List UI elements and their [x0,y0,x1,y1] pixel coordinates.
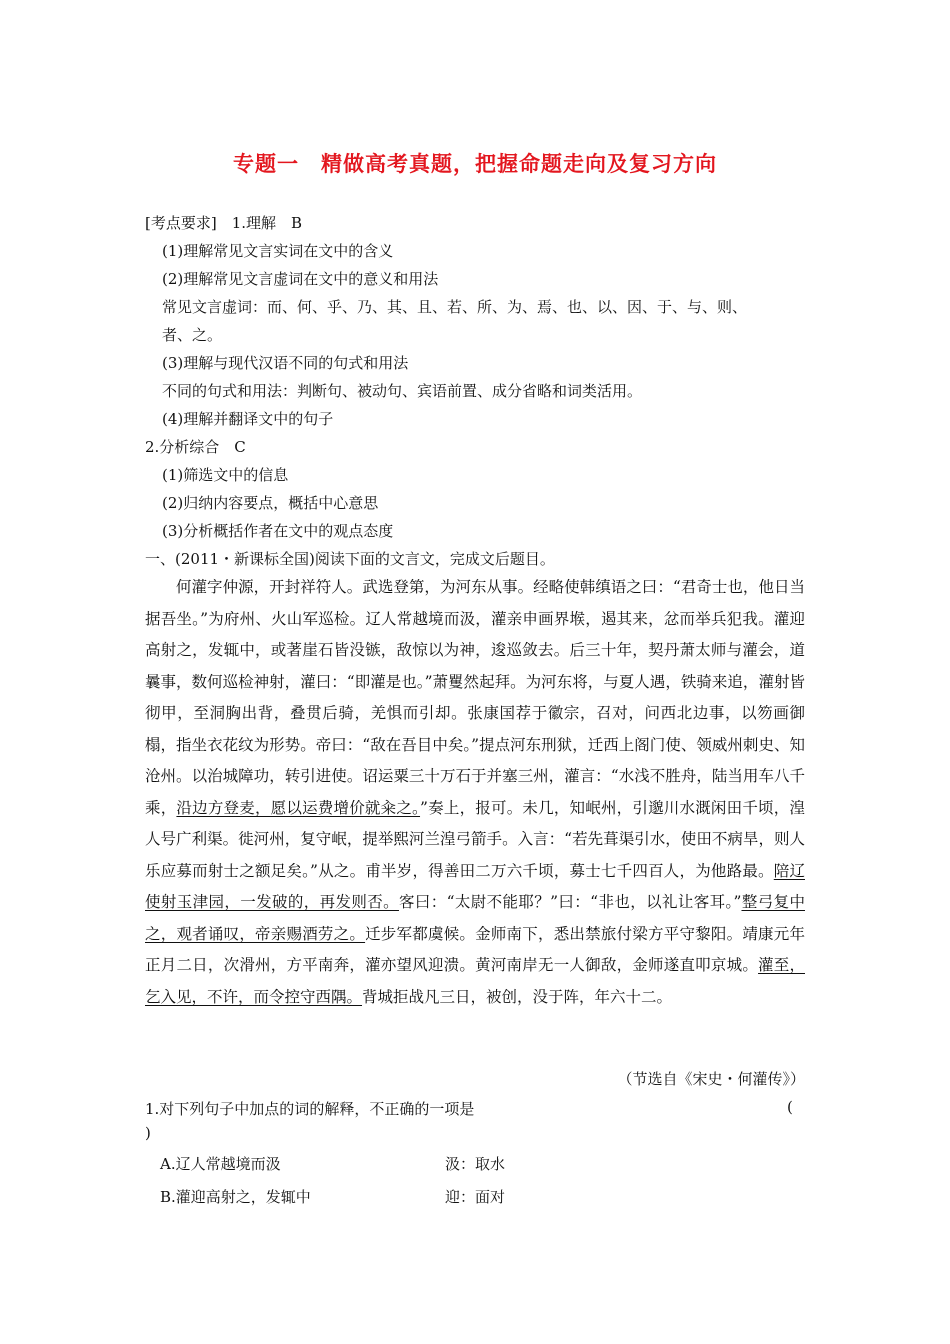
section-intro: 一、(2011・新课标全国)阅读下面的文言文，完成文后题目。 [145,550,555,568]
requirement-item: 常见文言虚词：而、何、乎、乃、其、且、若、所、为、焉、也、以、因、于、与、则、 [162,298,748,316]
page-title: 专题一 精做高考真题，把握命题走向及复习方向 [233,152,717,176]
option-b-label: B.灌迎高射之，发辄中 [160,1188,311,1206]
option-a-answer: 汲：取水 [445,1155,506,1173]
source-citation: （节选自《宋史・何灌传》） [617,1070,805,1088]
requirement-item: (1)理解常见文言实词在文中的含义 [162,242,394,260]
requirement-item: (4)理解并翻译文中的句子 [162,410,334,428]
option-a-label: A.辽人常越境而汲 [160,1155,281,1173]
requirements-header-2: 2.分析综合 C [145,438,246,456]
option-b-answer: 迎：面对 [445,1188,506,1206]
requirement-item: (2)理解常见文言虚词在文中的意义和用法 [162,270,439,288]
requirement-item: (1)筛选文中的信息 [162,466,289,484]
passage-paragraph [145,572,805,1013]
underlined-sentence: 整弓复中之，观者诵叹，帝亲赐酒劳之。 [145,893,805,943]
requirements-header: [考点要求] 1.理解 B [145,214,303,232]
underlined-sentence: 沿边方登麦，愿以运费增价就籴之。 [176,798,421,817]
underlined-sentence: 灌至，乞入见，不许，而令控守西隅。 [145,956,805,1006]
passage [145,572,805,1013]
requirement-item: 者、之。 [162,326,223,344]
passage-text: 背城拒战凡三日，被创，没于阵，年六十二。 [362,987,673,1006]
passage-text: 何灌字仲源，开封祥符人。武选登第，为河东从事。经略使韩缜语之曰：“君奇士也，他日当据吾坐。”为府州、火山军巡检。辽人常越境而汲，灌亲申画界堠，遏其来，忿而举兵犯我。灌迎高射之，发辄中，或著崖石皆没镞，敌惊以为神，逡巡敛去。后三十年，契丹萧太师与灌会，道曩事，数何巡检神射，灌曰：“即灌是也。”萧矍然起拜。为河东将，与夏人遇，铁骑来追，灌射皆彻甲，至洞胸出背，叠贯后骑，羌惧而引却。张康国荐于徽宗，召对，问西北边事，以笏画御榻，指坐衣花纹为形势。帝曰：“敌在吾目中矣。”提点河东刑狱，迁西上阁门使、领威州刺史、知沧州。以治城障功，转引进使。诏运粟三十万石于并塞三州，灌言：“水浅不胜舟，陆当用车八千乘， [145,578,805,817]
requirement-item: 不同的句式和用法：判断句、被动句、宾语前置、成分省略和词类活用。 [162,382,643,400]
requirement-item: (3)理解与现代汉语不同的句式和用法 [162,354,409,372]
answer-paren-close: ) [145,1124,151,1142]
passage-text: 客曰：“太尉不能耶？”曰：“非也，以礼让客耳。” [398,893,742,911]
question-stem: 1.对下列句子中加点的词的解释，不正确的一项是 [145,1100,475,1118]
requirement-item: (2)归纳内容要点，概括中心意思 [162,494,379,512]
passage-text: ”奏上，报可。未几，知岷州，引邈川水溉闲田千顷，湟人号广利渠。徙河州，复守岷，提举熙河兰湟弓箭手。入言：“若先葺渠引水，使田不病旱，则人乐应募而射士之额足矣。”从之。甫半岁，得善田二万六千顷，募士七千四百人，为他路最。 [145,798,805,880]
underlined-sentence: 陪辽使射玉津园，一发破的，再发则否。 [145,861,805,911]
passage-text: 迁步军都虞候。金师南下，悉出禁旅付梁方平守黎阳。靖康元年正月二日，次滑州，方平南奔，灌亦望风迎溃。黄河南岸无一人御敌，金师遂直叩京城。 [145,924,805,974]
answer-paren-open: ( [787,1098,793,1116]
requirement-item: (3)分析概括作者在文中的观点态度 [162,522,394,540]
